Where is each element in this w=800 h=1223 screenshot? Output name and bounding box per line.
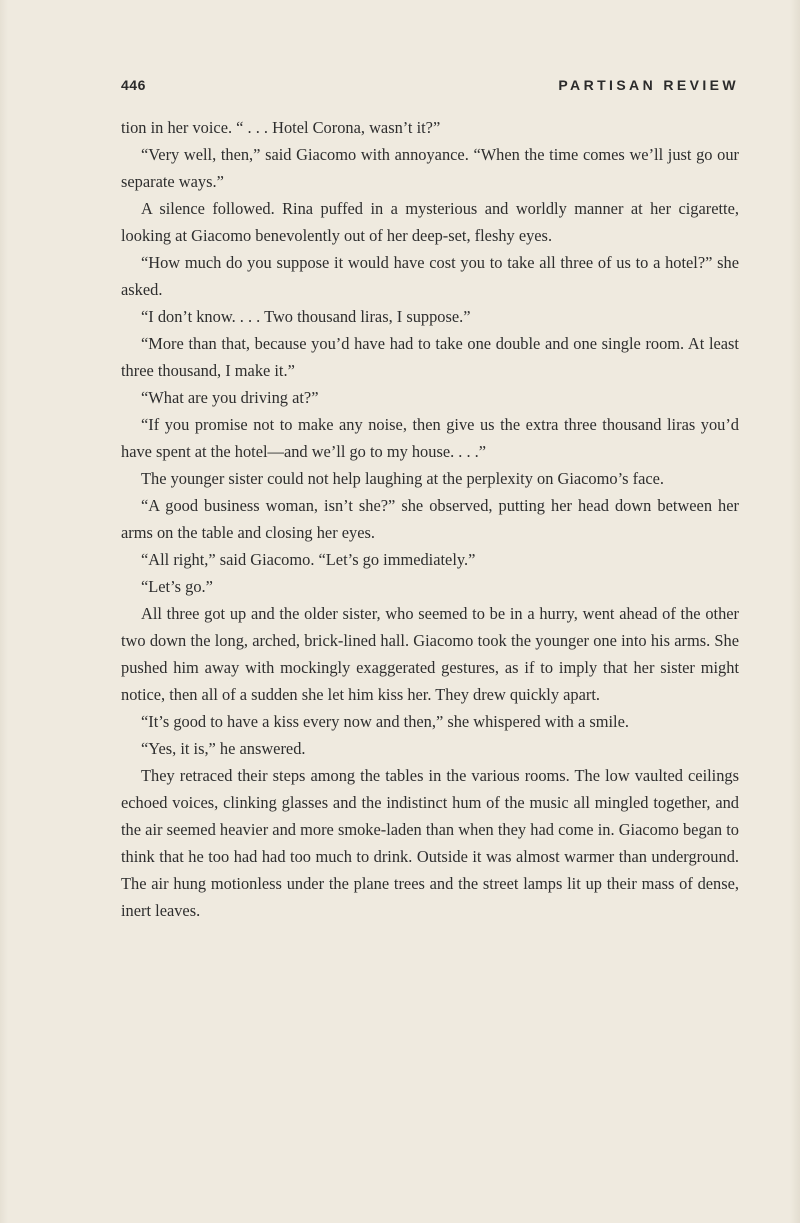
paragraph: “I don’t know. . . . Two thousand liras, I suppose.”	[141, 307, 471, 326]
paragraph: “If you promise not to make any noise, then give us the extra three thousand liras you’d have spent at the hotel—and we’ll go to my house. . . .”	[121, 415, 739, 461]
page-header	[121, 77, 739, 99]
paragraph: “Let’s go.”	[141, 577, 213, 596]
paragraph: A silence followed. Rina puffed in a mysterious and worldly manner at her cigarette, looking at Giacomo benevolently out of her deep-set, fleshy eyes.	[121, 199, 739, 245]
page-number: 446	[121, 77, 146, 93]
page-left-shadow	[0, 0, 8, 1223]
paragraph: All three got up and the older sister, who seemed to be in a hurry, went ahead of the other two down the long, arched, brick-lined hall. Giacomo took the younger one into his arms. She pushed him away with mockingly exaggerated gestures, as if to imply that her sister might notice, then all of a sudden she let him kiss her. They drew quickly apart.	[121, 604, 739, 704]
body-text	[121, 114, 739, 924]
paragraph: “What are you driving at?”	[141, 388, 319, 407]
paragraph: “Very well, then,” said Giacomo with annoyance. “When the time comes we’ll just go our separate ways.”	[121, 145, 739, 191]
paragraph: The younger sister could not help laughing at the perplexity on Giacomo’s face.	[141, 469, 664, 488]
paragraph: “It’s good to have a kiss every now and then,” she whispered with a smile.	[141, 712, 629, 731]
paragraph: “Yes, it is,” he answered.	[141, 739, 306, 758]
paragraph: “More than that, because you’d have had to take one double and one single room. At least three thousand, I make it.”	[121, 334, 739, 380]
page-right-shadow	[790, 0, 800, 1223]
paragraph: “All right,” said Giacomo. “Let’s go immediately.”	[141, 550, 476, 569]
paragraph: tion in her voice. “ . . . Hotel Corona, wasn’t it?”	[121, 118, 441, 137]
running-head: PARTISAN REVIEW	[558, 77, 739, 93]
paragraph: They retraced their steps among the tables in the various rooms. The low vaulted ceilings echoed voices, clinking glasses and the indistinct hum of the music all mingled together, and the air seemed heavier and more smoke-laden than when they had come in. Giacomo began to think that he too had had too much to drink. Outside it was almost warmer than underground. The air hung motionless under the plane trees and the street lamps lit up their mass of dense, inert leaves.	[121, 766, 739, 920]
paragraph: “A good business woman, isn’t she?” she observed, putting her head down between her arms on the table and closing her eyes.	[121, 496, 739, 542]
paragraph: “How much do you suppose it would have cost you to take all three of us to a hotel?” she asked.	[121, 253, 739, 299]
